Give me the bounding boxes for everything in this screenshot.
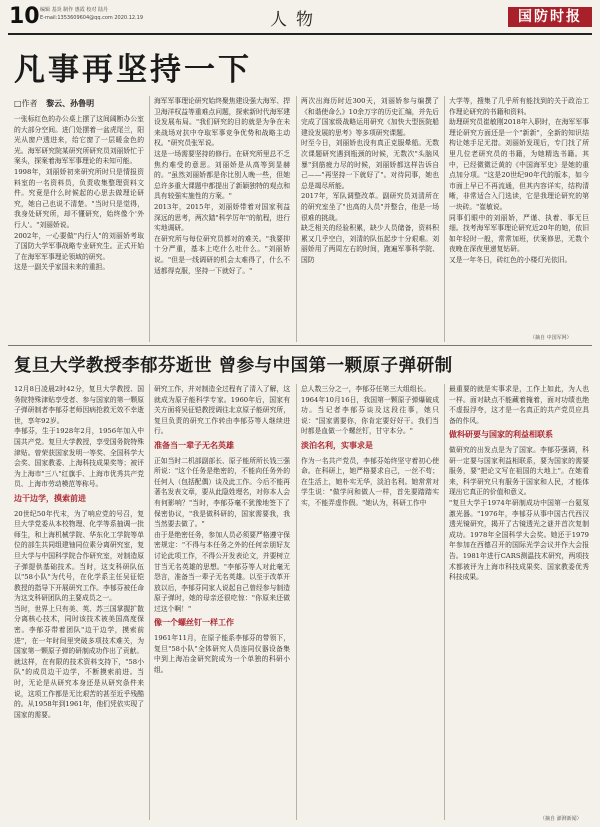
section-title: 人物 xyxy=(270,10,322,30)
article-separator xyxy=(8,345,592,346)
page-header xyxy=(0,0,600,36)
article2-col2-text-b: 正如当时二机部副部长、原子能所所长钱三强所说："这个任务是绝密的，不能向任务外的任何人（包括配偶）谈及此工作。今后不能再著名发表文章，要从此隐姓埋名，对你本人会有何影响？"当时，李郁芬毫不犹豫地签下了保密协议，"我是做科研的，国家需要我，我当然要去做了。" 由于是绝密任务，参加人员必须要严格遵守保密规定："不得与本任务之外的任何亲朋好友讨论此项工作，不得公开发表论文，并要树立甘当无名英雄的思想。"李郁芬等人对此毫无怨言，准备当一辈子无名英雄。以至于改革开放以后，李郁芬同家人说起自己曾经参与制造原子弹时，她的母亲还很吃惊："你原来还做过这个啊！" xyxy=(154,456,290,613)
article1-column-1: 一张标红色的办公桌上摆了这间阔断办公室的大部分空间。进门处摆着一盆虎尾兰，阳光从窗户透进来，给它窗了一层暖金色的光。海军研究院某研究所研究员刘丽娇忙于案头，探案着海军军事理论的未知可能。 1998年，刘丽娇初来研究所时只是情报资料室的一名资料员，负责收集整理资料文件。究竟是什么时候起的心思去做理论研究，她自己也说不清楚。"当时只是觉得，我身处研究所，却不懂研究，始终像个'外行人'。"刘丽娇说。 2002年，一心要做"内行人"的刘丽娇考取了国防大学军事战略专业研究生。正式开始了在海军军事理论领域的研究。 这是一副关乎家国未来的重担。 xyxy=(14,115,144,272)
article2-col2-text-c: 1961年11月，在原子能系李郁芬的带领下，复旦"58小队"全体研究人员连同仪器设备集中到上海冶金研究院成为一个单独的科研小组。 xyxy=(154,634,290,674)
subhead-2: 准备当一辈子无名英雄 xyxy=(154,440,234,450)
subhead-5: 做科研要与国家的利益相联系 xyxy=(449,430,553,440)
article1-column-2: 海军军事理论研究始终聚焦建设强大海军、捍卫海洋权益等重难点问题，探索新时代海军建设发展布局。"我们研究的目的就是为争在未来战场对抗中夺取军事竞争优势和战略主动权。"研究员张军说。 这是一场需要坚持的修行。在研究所里总不乏焦灼难受的意思。刘丽娇是从高等到显赫的。"虽然刘丽娇都是你比别人晚一些，但她总许多重大课题中都提出了新颖独特的观点和具有较强实施性的方案。" 2013年，2015年，刘丽娇带着对国家利益深远的思考，两次踏"科学厉年"的航程，进行实地调研。 在研究所与每位研究员都对的难关。"我要抑十分严重，基本上吃什么吐什么。"刘丽娇说。"但是一线调研的机会太难得了，什么不适都得克服，坚持一下就好了。" xyxy=(154,97,290,275)
article1-source: （摘自 中国军网） xyxy=(530,335,572,341)
header-rule xyxy=(8,33,592,35)
column-divider xyxy=(149,96,150,342)
page-meta xyxy=(40,6,143,22)
editor-line: 编辑 基炎 制作 惠霞 校对 陆丹 xyxy=(40,7,108,13)
article2-column-2 xyxy=(154,384,290,820)
article2-column-3 xyxy=(301,384,439,820)
article1-column-4: 大学等，搜集了几乎所有能找到的关于政治工作理论研究的书籍和资料。 助理研究员崔敏刚2018年入职时，在海军军事理论研究方面还是一个"新新"，全新的知识结构让她手足无措。刘丽娇发现后，专门找了所里几位老研究员的书籍，为她精选书籍。其中，已经微微泛黄的《中国海军史》是她的重点加分项。"这是20世纪90年代的版本，如今市面上早已不再流通，但其内容详实，结构清晰，非常适合入门选读，它是我理论研究的第一块砖。"崔敏说。 同事们眼中的刘丽娇，严谨、执着、事无巨细。找考海军军事理论研究近20年的她，依旧如年轻时一般，常常加班，伏案修思，无数个夜晚在深夜里递复钻研。 又是一年冬日，砖红色的小楼灯光依旧。 xyxy=(449,97,589,264)
article2-title: 复旦大学教授李郁芬逝世 曾参与中国第一颗原子弹研制 xyxy=(14,356,453,376)
column-divider xyxy=(444,96,445,342)
column-divider xyxy=(296,96,297,342)
article2-col1-text-b: 20世纪50年代末，为了响应党的号召，复旦大学党委从本校物理、化学等系抽调一批师生，和上海机械学院、华东化工学院等单位的部生共同组建铀同位素分离研究室，复旦大学与中国科学院合作研究室，对制造原子弹提供基础技术。当时，这支科研队伍以"58小队"为代号，在化学系主任吴征铠教授的指导下开展研究工作。李郁芬被任命为这支科研团队的主要成员之一。 当时，世界上只有美、英、苏三国掌握扩散分离核心技术，同时该技术被美国高度保密。李郁芬带着团队"边干边学，摸索前进"，在一年时间里突破多项技术难关，为国家第一颗原子弹的研制成功作出了贡献。 就这样，在有限的技术资料支持下，"58小队"的成员边干边学，不断摸索前进。当时，无论是从研究本身还是从研究条件来说，这项工作都是无比艰苦的甚至近乎残酷的。从1958年到1961年，他们凭依实现了国家的需要。 xyxy=(14,509,144,719)
article2-column-1 xyxy=(14,384,144,820)
column-divider xyxy=(444,384,445,820)
article2-col3-text-b: 作为一名共产党员，李郁芬始终坚守着初心使命。在科研上，她严格要求自己，一丝不苟；在生活上，她朴实无华，淡泊名利。她常常对学生说："做学问和做人一样，首先要踏踏实实，不能弄虚作假。"她认为，科研工作中 xyxy=(301,456,439,507)
byline-label: □作者 xyxy=(14,99,38,108)
article1-byline xyxy=(14,98,94,109)
article1-column-3: 两次出海历时近300天，刘丽娇参与编撰了《和谐使命么》10余万字的历史汇编，并先后完成了国家级战略运用研究《加快大型医院船建设发展的思考》等多项研究课题。 时至今日，刘丽娇也没有真正克服晕船。无数次课题研究遇到瓶颈的时候，无数次"头脑风暴"到筋疲力尽的时候，刘丽娇都这样告诉自己——"再坚持一下就好了"。对待同事，她也总是竭尽所能。 2017年，军队调整改革。副研究员刘清所在的研究室坐了"也高的人员"并整合，他是一场很难的挑战。 缺乏相关的经验积累，缺少人员储备，资料积累又几乎空白，刘清的队伍起步十分艰难。刘丽娇用了两周左右的时间，跑遍军事科学院、国防 xyxy=(301,97,439,264)
article2-column-4 xyxy=(449,384,589,812)
page-number: 10 xyxy=(9,4,40,29)
article2-col3-text: 总人数三分之一，李郁芬任第三大组组长。 1964年10月16日，我国第一颗原子弹爆破成功。当记者李郁芬谈及这段往事，她只说："国家需要你，你肯定要好好干。我们当时都是血做一个螺丝钉，甘守本分。" xyxy=(301,385,439,436)
email-date-line: E-mail:1353609604@qq.com 2020.12.19 xyxy=(40,15,144,21)
byline-names: 黎云、孙鲁明 xyxy=(46,99,95,108)
article2-col4-text: 最重要的就是实事求是，工作上如此，为人也一样。面对缺点不能藏着掩着，面对功绩也绝不虚报浮夸，这才是一名真正的共产党员应具备的作风。 xyxy=(449,385,589,425)
column-divider xyxy=(296,384,297,820)
article2-col1-text: 12月8日凌晨2时42分，复旦大学教授、国务院特殊津贴享受者、参与国家的第一颗原子弹研制者李郁芬老师因病抢救无效不幸逝世，享年92岁。 李郁芬，生于1928年2月，1956年加入中国共产党。复旦大学教授，享受国务院特殊津贴。曾荣获国家发明一等奖、全国科学大会奖、国家教委、上海科技成果奖等；被评为上海市"三八"红旗手、上海市优秀共产党员、上海市劳动模范等称号。 xyxy=(14,385,144,489)
subhead-3: 像一个螺丝钉一样工作 xyxy=(154,618,234,628)
article2-col4-text-b: 做研究的出发点是为了国家。李郁芬强调，科研一定要与国家利益相联系，要为国家的需要服务，要"把论文写在祖国的大地上"。在她看来，科学研究只有服务于国家和人民，才能体现出它真正的价值和意义。 "复旦大学于1974年研制成功中国第一台氦氖激光器。"1976年，李郁芬从事中国古代西汉透光镜研究，揭开了古镜透光之谜并首次复制成功。1978年全国科学大会奖。她还于1979年参加在西德召开的国际光学会议并作大会报告。1981年进行CARS测温技术研究，两项技术都被评为上海市科技成果奖、国家教委优秀科技成果。 xyxy=(449,445,589,582)
article1-title: 凡事再坚持一下 xyxy=(14,52,252,88)
subhead-4: 淡泊名利，实事求是 xyxy=(301,440,373,450)
newspaper-logo: 国防时报 xyxy=(508,7,592,27)
article2-col2-text: 研究工作，并对制造全过程有了清入了解，这就成为原子能科学专家。1960年后，国家有关方面将吴征铠教授调往北京原子能研究所，复旦负责的研究工作转由李郁芬等人继续进行。 xyxy=(154,385,290,436)
subhead-1: 边干边学，摸索前进 xyxy=(14,493,86,503)
column-divider xyxy=(149,384,150,820)
article2-source: （摘自 澎湃新闻） xyxy=(540,816,582,822)
